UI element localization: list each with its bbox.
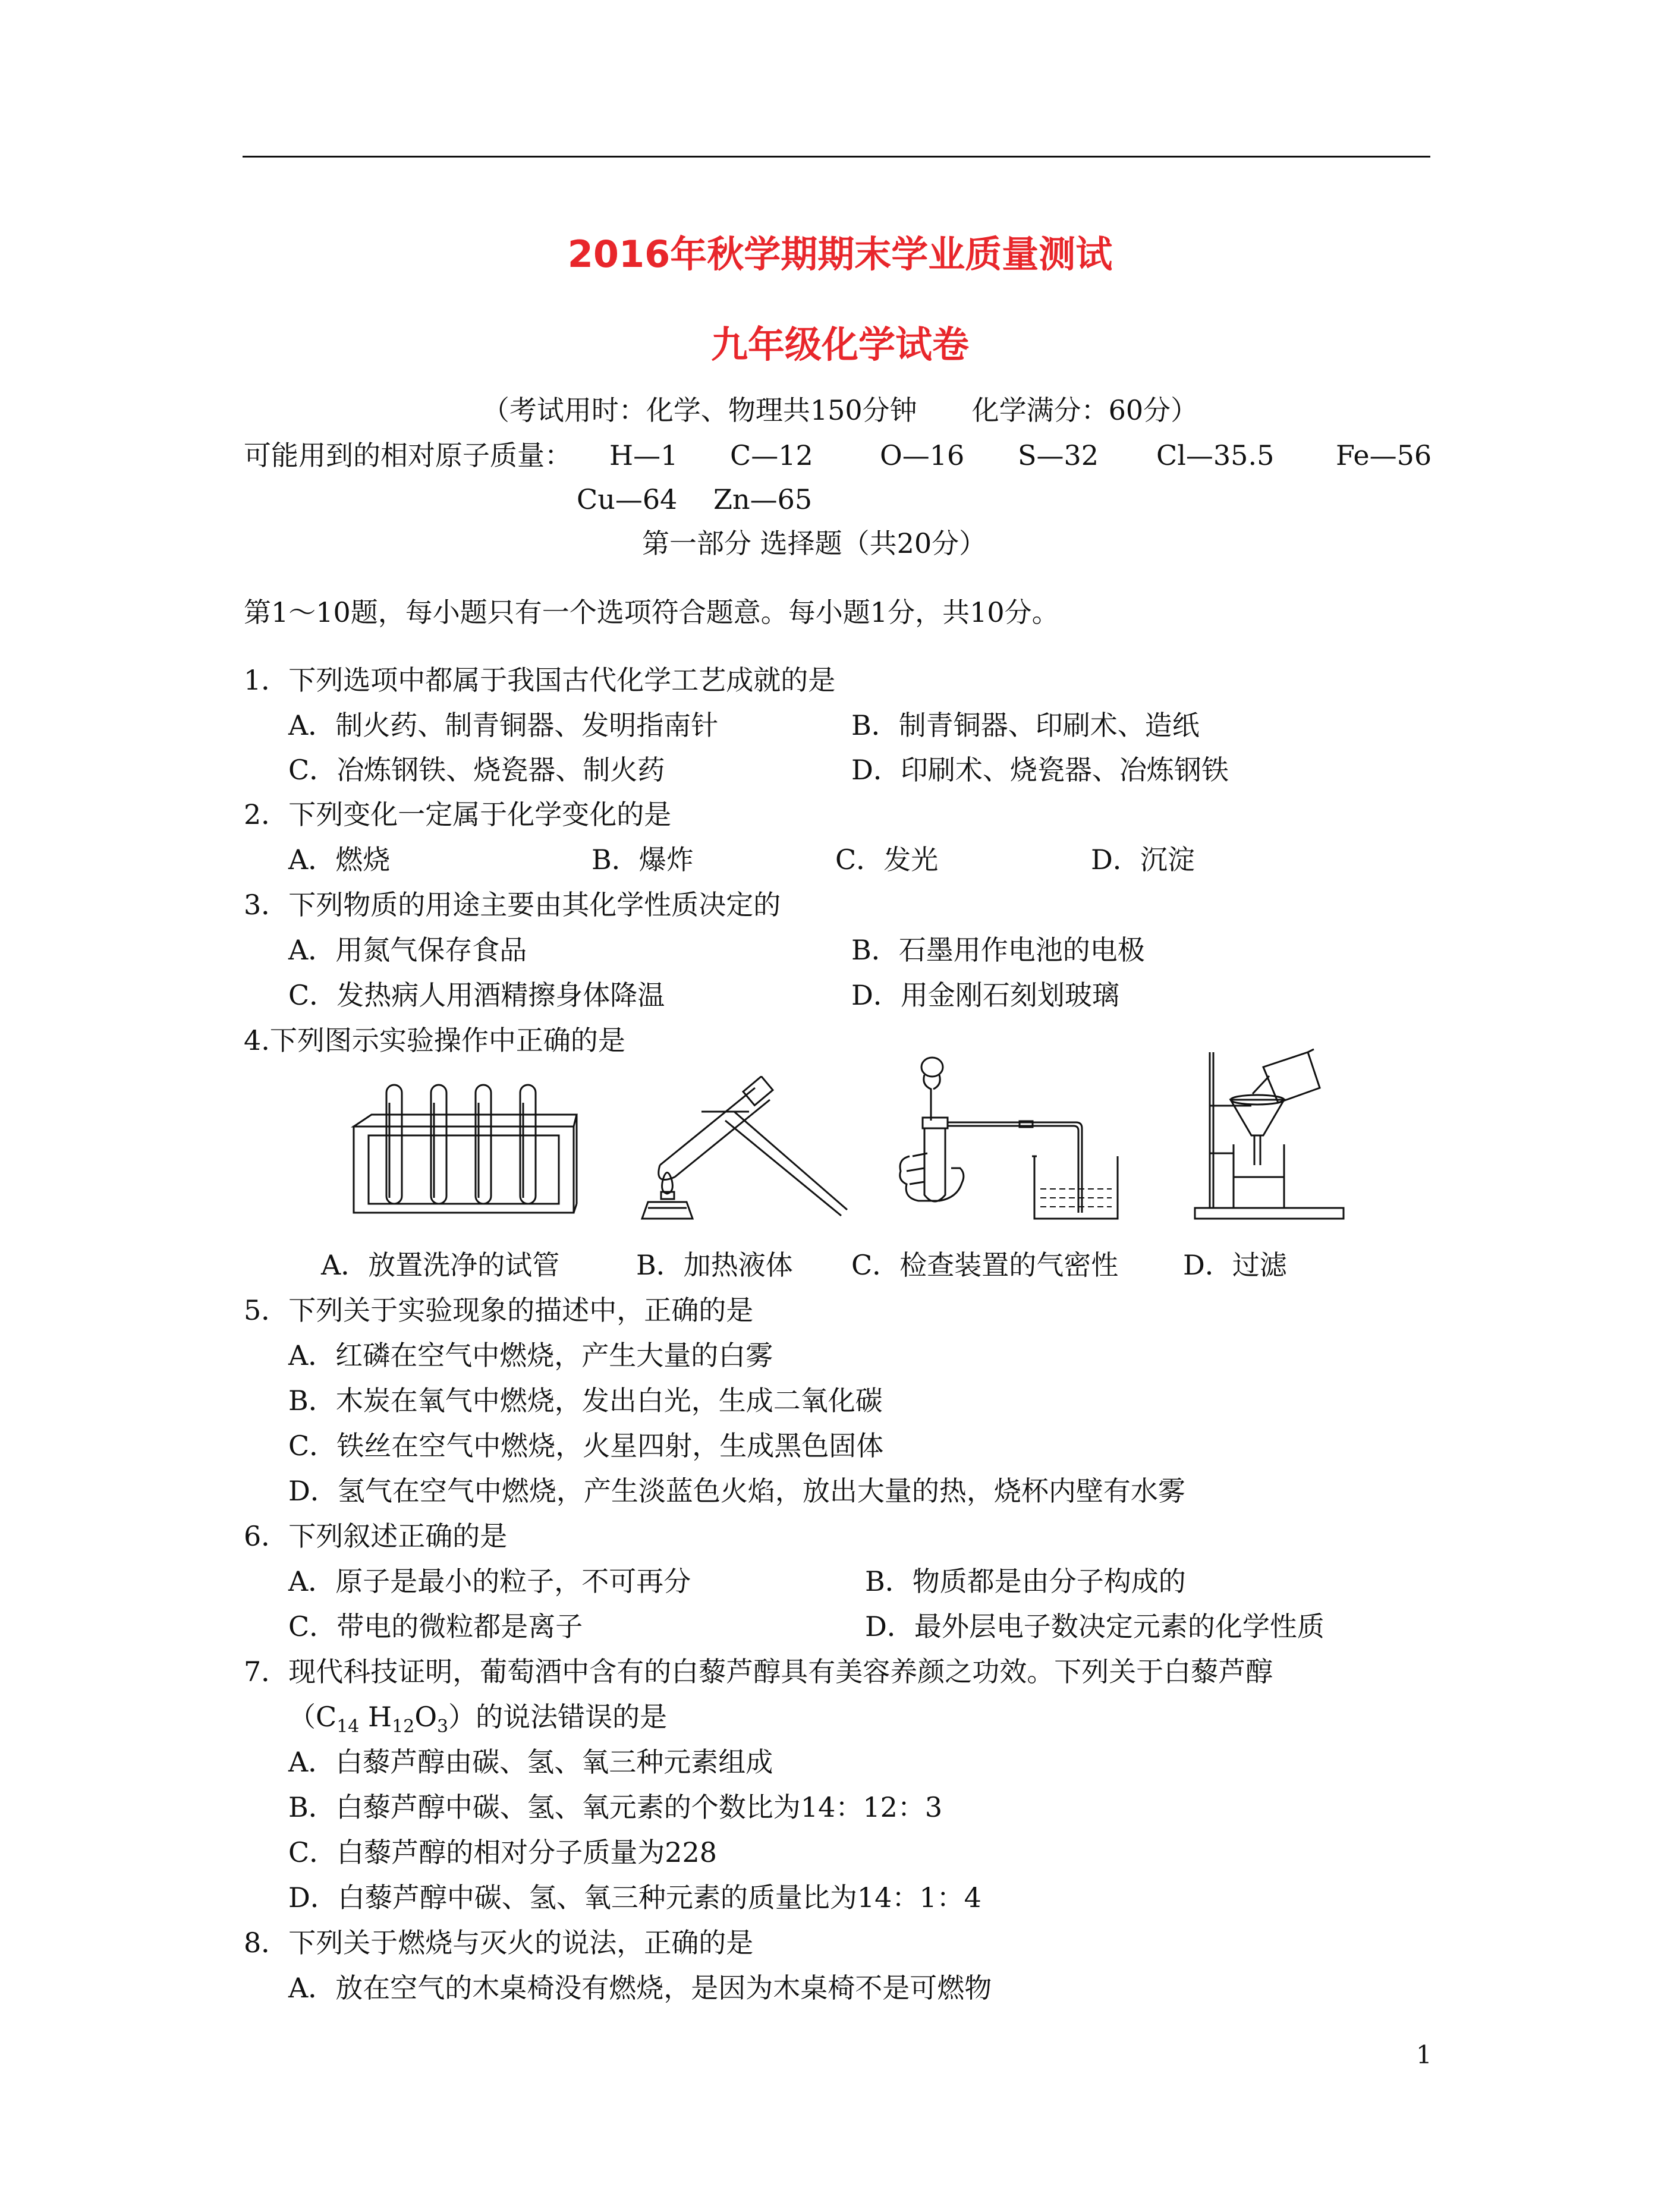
option-a: A．放置洗净的试管 bbox=[321, 1249, 560, 1281]
option-c: C．带电的微粒都是离子 bbox=[288, 1610, 583, 1643]
atomic-mass-item: C—12 bbox=[730, 439, 813, 471]
part-heading: 第一部分 选择题（共20分） bbox=[642, 527, 987, 559]
top-rule bbox=[243, 156, 1430, 158]
airtightness-figure bbox=[892, 1052, 1130, 1225]
atomic-mass-item: S—32 bbox=[1018, 439, 1099, 471]
atomic-mass-item: H—1 bbox=[609, 439, 678, 471]
question-stem: 8．下列关于燃烧与灭火的说法，正确的是 bbox=[244, 1927, 754, 1959]
option-b: B．加热液体 bbox=[636, 1249, 793, 1281]
option-a: A．白藜芦醇由碳、氢、氧三种元素组成 bbox=[288, 1746, 773, 1778]
option-a: A．红磷在空气中燃烧，产生大量的白雾 bbox=[288, 1339, 773, 1371]
formula-line: （$C_{14}$ $H_{12}O_3$）的说法错误的是 bbox=[288, 1701, 668, 1738]
atomic-mass-item: Cl—35.5 bbox=[1156, 439, 1275, 471]
question-stem: 2．下列变化一定属于化学变化的是 bbox=[244, 798, 672, 830]
option-d: D．过滤 bbox=[1183, 1249, 1287, 1281]
option-c: C．白藜芦醇的相对分子质量为228 bbox=[288, 1836, 717, 1868]
question-stem: 4.下列图示实验操作中正确的是 bbox=[244, 1024, 625, 1056]
question-stem: 1．下列选项中都属于我国古代化学工艺成就的是 bbox=[244, 664, 836, 696]
option-c: C．冶炼钢铁、烧瓷器、制火药 bbox=[288, 754, 665, 786]
filtration-figure bbox=[1186, 1046, 1364, 1225]
option-c: C．检查装置的气密性 bbox=[851, 1249, 1119, 1281]
exam-subtitle: 九年级化学试卷 bbox=[710, 323, 969, 366]
option-b: B．木炭在氧气中燃烧，发出白光，生成二氧化碳 bbox=[288, 1385, 883, 1417]
heating-liquid-figure bbox=[630, 1076, 850, 1225]
question-stem: 5．下列关于实验现象的描述中，正确的是 bbox=[244, 1294, 754, 1326]
atomic-mass-item: Zn—65 bbox=[713, 483, 813, 515]
page-number: 1 bbox=[1416, 2040, 1432, 2069]
part-instruction: 第1～10题，每小题只有一个选项符合题意。每小题1分，共10分。 bbox=[244, 596, 1059, 628]
option-c: C．铁丝在空气中燃烧，火星四射，生成黑色固体 bbox=[288, 1430, 884, 1462]
option-a: A．制火药、制青铜器、发明指南针 bbox=[288, 709, 719, 741]
atomic-mass-item: Cu—64 bbox=[577, 483, 678, 515]
option-b: B．白藜芦醇中碳、氢、氧元素的个数比为14：12：3 bbox=[288, 1791, 943, 1823]
option-d: D．沉淀 bbox=[1091, 844, 1195, 876]
option-b: B．爆炸 bbox=[592, 844, 694, 876]
atomic-mass-item: Fe—56 bbox=[1336, 439, 1432, 471]
option-a: A．原子是最小的粒子，不可再分 bbox=[288, 1565, 691, 1597]
atomic-mass-label: 可能用到的相对原子质量： bbox=[244, 439, 572, 471]
option-a: A．放在空气的木桌椅没有燃烧，是因为木桌椅不是可燃物 bbox=[288, 1972, 992, 2004]
exam-time-note: （考试用时：化学、物理共150分钟 化学满分：60分） bbox=[482, 394, 1198, 426]
test-tube-rack-figure bbox=[348, 1079, 580, 1222]
option-b: B．石墨用作电池的电极 bbox=[851, 934, 1145, 966]
question-stem: 7．现代科技证明，葡萄酒中含有的白藜芦醇具有美容养颜之功效。下列关于白藜芦醇 bbox=[244, 1656, 1273, 1688]
option-d: D．白藜芦醇中碳、氢、氧三种元素的质量比为14：1：4 bbox=[288, 1881, 981, 1914]
option-a: A．用氮气保存食品 bbox=[288, 934, 527, 966]
option-d: D．用金刚石刻划玻璃 bbox=[851, 979, 1119, 1011]
atomic-mass-item: O—16 bbox=[880, 439, 965, 471]
option-d: D．最外层电子数决定元素的化学性质 bbox=[865, 1610, 1325, 1643]
option-a: A．燃烧 bbox=[288, 844, 391, 876]
question-stem: 6．下列叙述正确的是 bbox=[244, 1520, 508, 1552]
exam-title: 2016年秋学期期末学业质量测试 bbox=[567, 232, 1113, 276]
option-d: D．印刷术、烧瓷器、冶炼钢铁 bbox=[851, 754, 1229, 786]
option-d: D．氢气在空气中燃烧，产生淡蓝色火焰，放出大量的热，烧杯内壁有水雾 bbox=[288, 1475, 1185, 1507]
question-stem: 3．下列物质的用途主要由其化学性质决定的 bbox=[244, 889, 781, 921]
option-b: B．物质都是由分子构成的 bbox=[865, 1565, 1186, 1597]
option-b: B．制青铜器、印刷术、造纸 bbox=[851, 709, 1200, 741]
option-c: C．发热病人用酒精擦身体降温 bbox=[288, 979, 665, 1011]
option-c: C．发光 bbox=[835, 844, 939, 876]
